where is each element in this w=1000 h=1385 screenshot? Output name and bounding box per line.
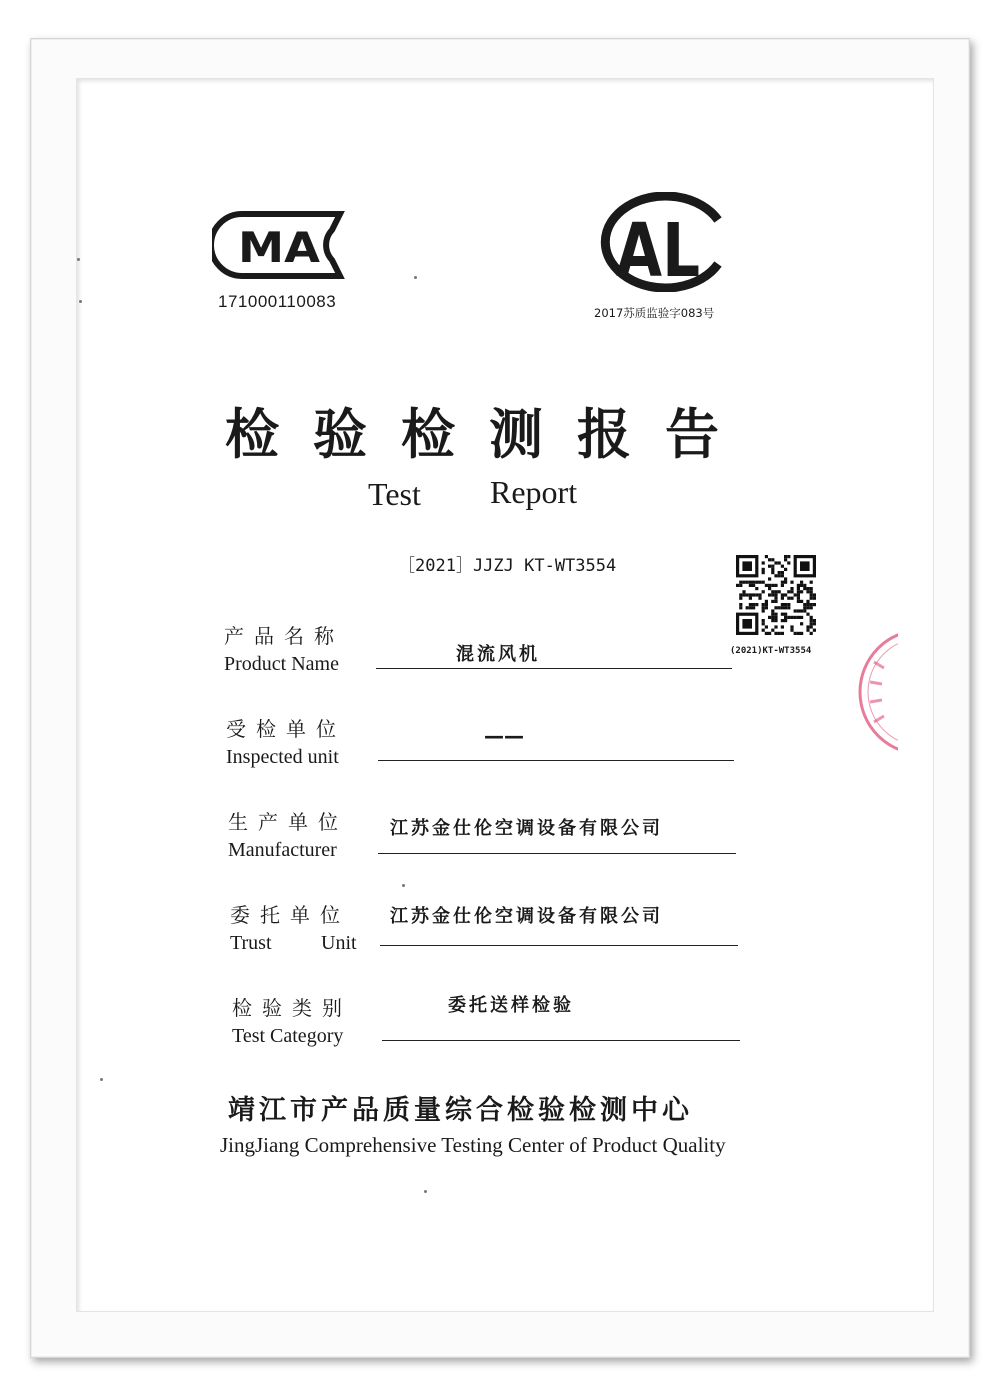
manufacturer-underline (378, 853, 736, 854)
issuing-center-english: JingJiang Comprehensive Testing Center of Product Quality (220, 1133, 726, 1157)
test-category-underline (382, 1040, 740, 1041)
scan-speck (424, 1190, 427, 1193)
manufacturer-label-en: Manufacturer (228, 839, 337, 861)
cma-number: 171000110083 (218, 292, 337, 311)
scan-speck (77, 258, 80, 261)
inspected-unit-label-cn: 受检单位 (226, 717, 346, 741)
trust-unit-underline (380, 945, 738, 946)
cal-logo-icon (590, 192, 730, 292)
report-title-english-word-2: Report (490, 474, 578, 510)
manufacturer-label-cn: 生产单位 (228, 810, 348, 834)
report-title-chinese: 检验检测报告 (225, 403, 753, 466)
issuing-center-chinese: 靖江市产品质量综合检验检测中心 (228, 1095, 693, 1126)
trust-unit-value: 江苏金仕伦空调设备有限公司 (390, 906, 663, 927)
trust-unit-label-en-2: Unit (321, 932, 357, 954)
red-stamp-icon (852, 622, 898, 762)
inspected-unit-label-en: Inspected unit (226, 746, 339, 768)
product-name-value: 混流风机 (456, 644, 540, 665)
test-category-value: 委托送样检验 (448, 995, 574, 1016)
product-name-label-en: Product Name (224, 653, 339, 675)
scan-speck (414, 276, 417, 279)
inspected-unit-value: —— (484, 724, 524, 748)
qr-code-icon (736, 555, 816, 635)
inspected-unit-underline (378, 760, 734, 761)
manufacturer-value: 江苏金仕伦空调设备有限公司 (390, 818, 663, 839)
product-name-label-cn: 产品名称 (224, 624, 344, 648)
cal-number: 2017苏质监验字083号 (594, 306, 715, 320)
cma-logo-icon (212, 210, 348, 280)
scan-speck (79, 300, 82, 303)
cma-logo-text: MA (238, 223, 321, 272)
test-category-label-en: Test Category (232, 1025, 344, 1047)
scan-speck (402, 884, 405, 887)
trust-unit-label-en-1: Trust (230, 932, 272, 954)
scan-speck (100, 1078, 103, 1081)
qr-caption: (2021)KT-WT3554 (730, 646, 812, 656)
trust-unit-label-cn: 委托单位 (230, 903, 350, 927)
report-number: ［2021］JJZJ KT-WT3554 (398, 556, 617, 576)
product-name-underline (376, 668, 732, 669)
report-title-english-word-1: Test (368, 476, 421, 512)
test-category-label-cn: 检验类别 (232, 996, 352, 1020)
cal-logo-text: AL (616, 208, 700, 292)
